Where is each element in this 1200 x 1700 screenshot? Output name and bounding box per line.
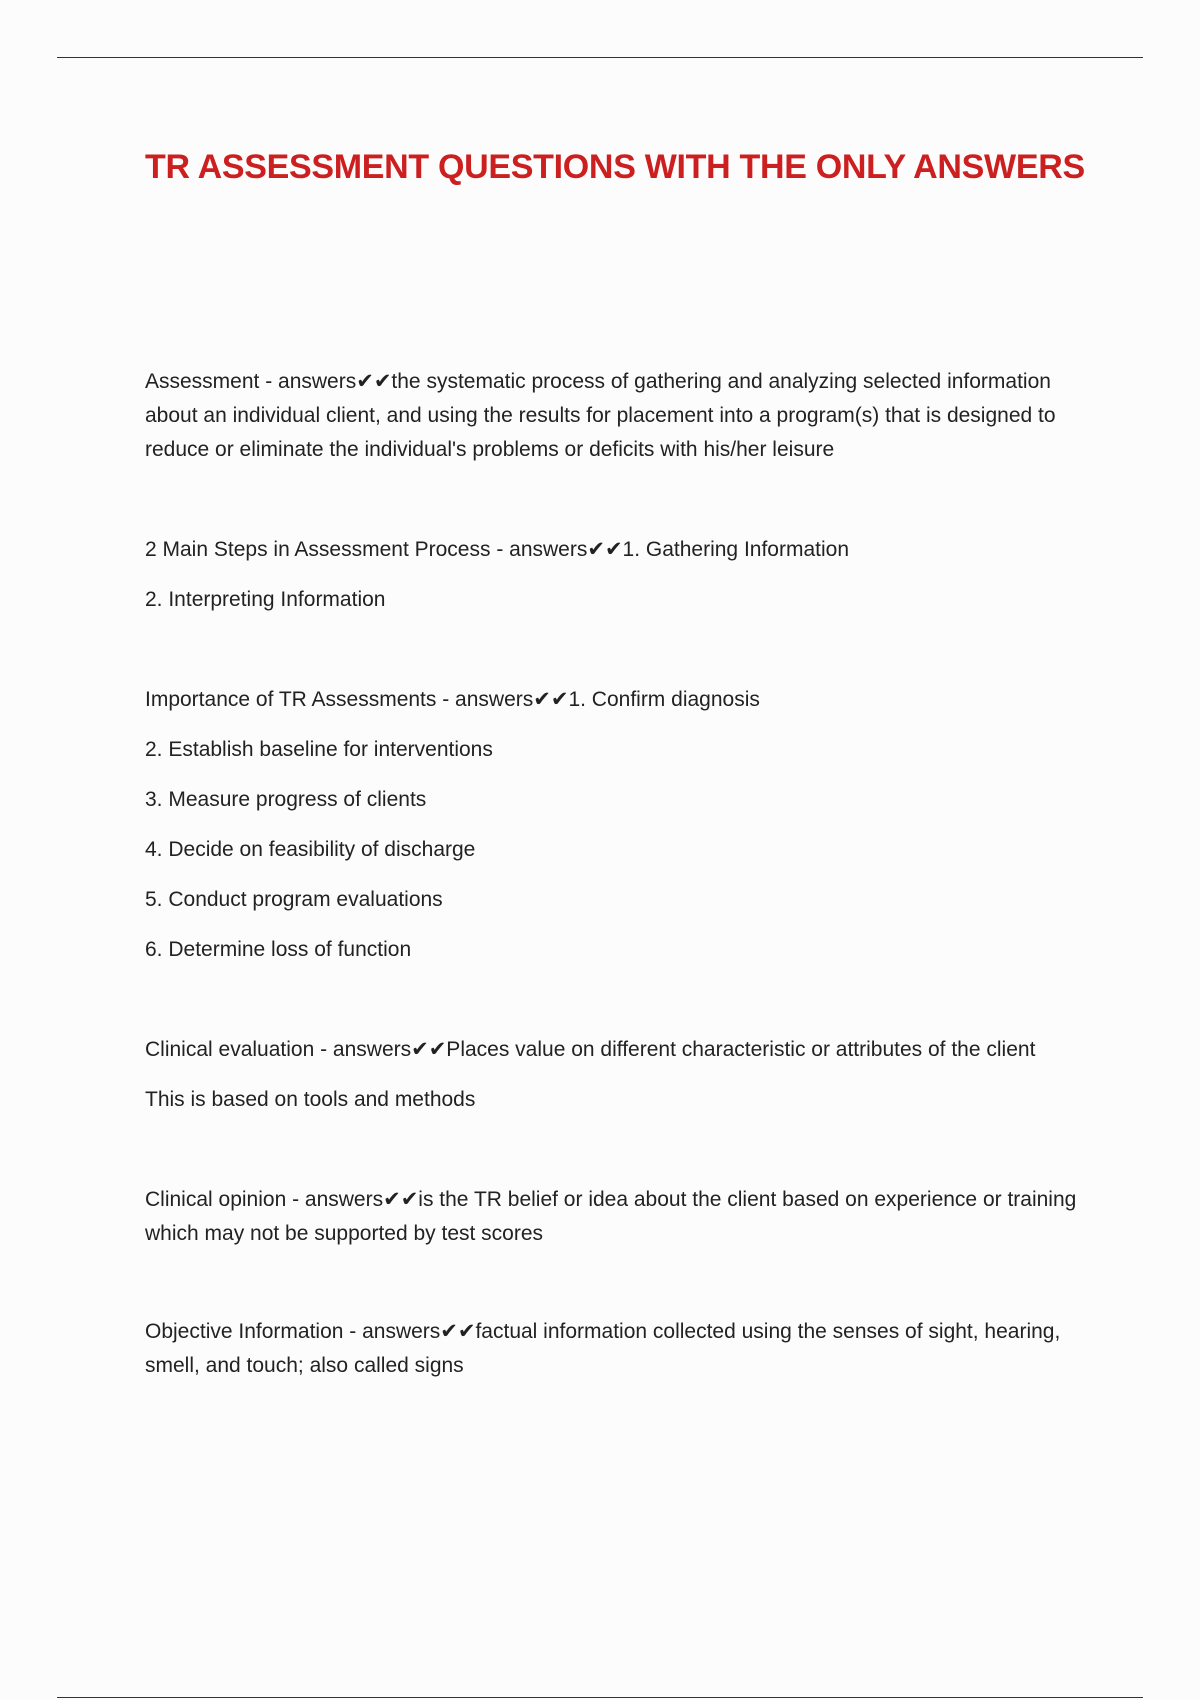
- entry-list-item: 2. Interpreting Information: [145, 588, 386, 611]
- entry-note: This is based on tools and methods: [145, 1088, 476, 1111]
- entry-text: Clinical opinion - answers✔✔is the TR belief or idea about the client based on experience or training which may not be supported by test scores: [145, 1188, 1077, 1245]
- entry-text: Objective Information - answers✔✔factual information collected using the senses of sight, hearing, smell, and touch; also called signs: [145, 1320, 1061, 1377]
- qa-entry-importance: [145, 683, 1080, 967]
- qa-entry-clinical-evaluation: [145, 1033, 1080, 1117]
- qa-entry-main-steps: [145, 533, 1080, 617]
- qa-entry-objective-information: [145, 1315, 1080, 1383]
- entry-list-item: 5. Conduct program evaluations: [145, 888, 443, 911]
- entry-text: Assessment - answers✔✔the systematic process of gathering and analyzing selected information about an individual client, and using the results for placement into a program(s) that is designed to reduce or eliminate the individual's problems or deficits with his/her leisure: [145, 370, 1056, 461]
- bottom-divider: [57, 1697, 1143, 1698]
- entry-list-item: 3. Measure progress of clients: [145, 788, 427, 811]
- entry-list-item: 6. Determine loss of function: [145, 938, 412, 961]
- document-title: TR ASSESSMENT QUESTIONS WITH THE ONLY ANSWERS: [145, 148, 1085, 186]
- qa-entry-clinical-opinion: [145, 1183, 1080, 1251]
- entry-text: Clinical evaluation - answers✔✔Places value on different characteristic or attributes of the client: [145, 1038, 1036, 1061]
- entry-text: 2 Main Steps in Assessment Process - answers✔✔1. Gathering Information: [145, 538, 849, 561]
- document-body: [145, 365, 1080, 1383]
- entry-text: Importance of TR Assessments - answers✔✔1. Confirm diagnosis: [145, 688, 760, 711]
- top-divider: [57, 57, 1143, 58]
- entry-list-item: 2. Establish baseline for interventions: [145, 738, 493, 761]
- entry-list-item: 4. Decide on feasibility of discharge: [145, 838, 476, 861]
- qa-entry-assessment: [145, 365, 1080, 467]
